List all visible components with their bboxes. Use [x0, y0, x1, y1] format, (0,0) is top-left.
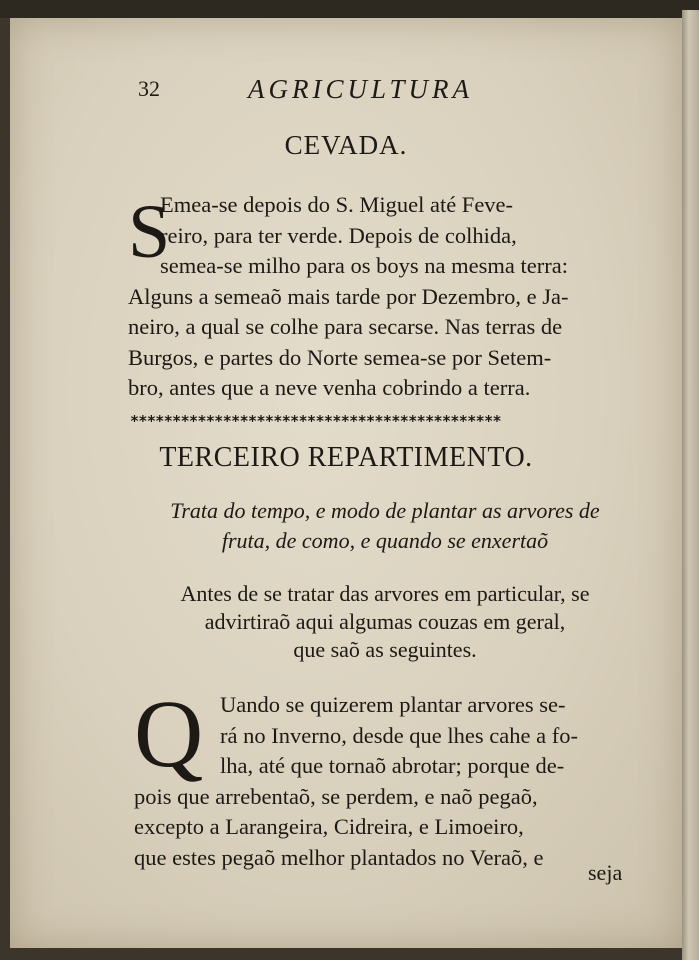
- text-line: rá no Inverno, desde que lhes cahe a fo-: [220, 722, 578, 748]
- text-line: Alguns a semeaõ mais tarde por Dezembro, e Ja-: [128, 283, 569, 309]
- text-line: que estes pegaõ melhor plantados no Veraõ, e: [134, 844, 544, 870]
- drop-cap-q: Q: [134, 680, 204, 787]
- catchword: seja: [588, 860, 623, 885]
- text-line: Burgos, e partes do Norte semea-se por Setem-: [128, 344, 552, 370]
- text-line: semea-se milho para os boys na mesma terra:: [160, 253, 568, 278]
- text-line: Emea-se depois do S. Miguel até Feve-: [160, 192, 514, 217]
- intro-paragraph: [130, 580, 640, 664]
- section-title-cevada: CEVADA.: [284, 130, 408, 160]
- part-title: TERCEIRO REPARTIMENTO.: [159, 442, 533, 473]
- subtitle-line: Trata do tempo, e modo de plantar as arvores de: [170, 498, 600, 523]
- text-line: excepto a Larangeira, Cidreira, e Limoeiro,: [134, 814, 524, 839]
- drop-cap-s: S: [128, 190, 171, 274]
- text-line: bro, antes que a neve venha cobrindo a terra.: [128, 375, 531, 400]
- intro-line: que saõ as seguintes.: [293, 637, 477, 662]
- page-number: 32: [138, 76, 160, 101]
- cevada-paragraph: [128, 190, 638, 404]
- book-page-edges: [682, 10, 699, 960]
- intro-line: Antes de se tratar das arvores em particular, se: [180, 581, 590, 606]
- text-line: reiro, para ter verde. Depois de colhida,: [160, 222, 517, 248]
- book-page: [10, 18, 682, 948]
- text-line: neiro, a qual se colhe para secarse. Nas terras de: [128, 314, 563, 339]
- text-line: pois que arrebentaõ, se perdem, e naõ pegaõ,: [134, 783, 538, 809]
- text-line: lha, até que tornaõ abrotar; porque de-: [220, 753, 565, 778]
- intro-line: advirtiraõ aqui algumas couzas em geral,: [204, 609, 566, 634]
- subtitle-line: fruta, de como, e quando se enxertaõ: [221, 528, 549, 553]
- running-head: AGRICULTURA: [248, 74, 473, 104]
- text-line: Uando se quizerem plantar arvores se-: [220, 692, 566, 717]
- page-header: [10, 76, 682, 116]
- part-subtitle: [130, 496, 640, 556]
- quando-paragraph: [134, 690, 636, 873]
- scan-top-edge: [0, 0, 699, 18]
- asterisk-divider: ********************************************: [130, 412, 501, 430]
